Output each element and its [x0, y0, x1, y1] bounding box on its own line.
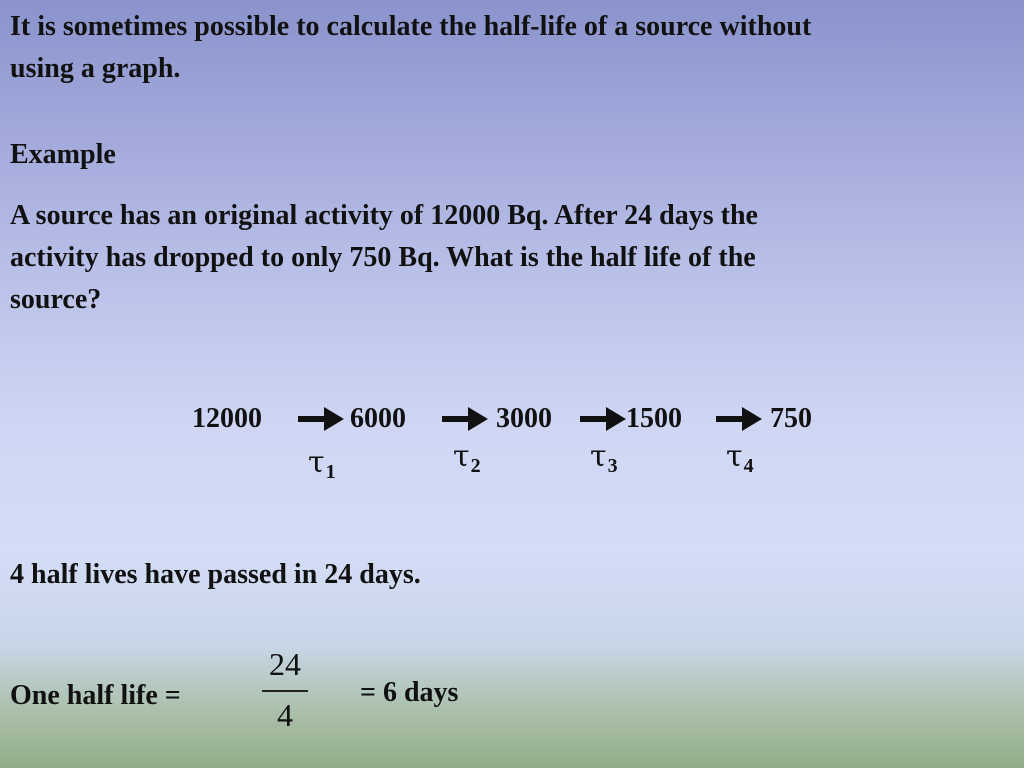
half-life-label-3 [590, 440, 618, 483]
result-text: = 6 days [360, 677, 459, 708]
fraction-denominator: 4 [277, 697, 293, 733]
activity-value-4: 750 [770, 403, 812, 434]
tau-symbol: τ [453, 439, 470, 474]
activity-value-0: 12000 [192, 403, 262, 434]
fraction-numerator: 24 [269, 646, 301, 682]
tau-subscript: 2 [470, 455, 481, 477]
activity-value-3: 1500 [626, 403, 682, 434]
right-arrow-icon [580, 406, 626, 432]
example-heading: Example [10, 139, 116, 170]
activity-value-2: 3000 [496, 403, 552, 434]
tau-subscript: 3 [607, 455, 618, 477]
activity-value-1: 6000 [350, 403, 406, 434]
one-half-life-label: One half life = [10, 680, 181, 711]
tau-symbol: τ [726, 439, 743, 474]
right-arrow-icon [716, 406, 762, 432]
intro-text: It is sometimes possible to calculate the half-life of a source without using a graph. [10, 11, 812, 84]
fraction [262, 644, 308, 734]
half-life-label-1 [308, 446, 336, 489]
fraction-bar [262, 690, 308, 692]
tau-symbol: τ [590, 439, 607, 474]
half-lives-statement: 4 half lives have passed in 24 days. [10, 559, 421, 590]
half-life-label-2 [453, 440, 481, 483]
tau-subscript: 1 [325, 461, 336, 483]
question-text: A source has an original activity of 12000 Bq. After 24 days the activity has dropped to only 750 Bq. What is the half life of the source? [10, 200, 758, 315]
right-arrow-icon [442, 406, 488, 432]
tau-symbol: τ [308, 445, 325, 480]
half-life-label-4 [726, 440, 754, 483]
tau-subscript: 4 [743, 455, 754, 477]
right-arrow-icon [298, 406, 344, 432]
